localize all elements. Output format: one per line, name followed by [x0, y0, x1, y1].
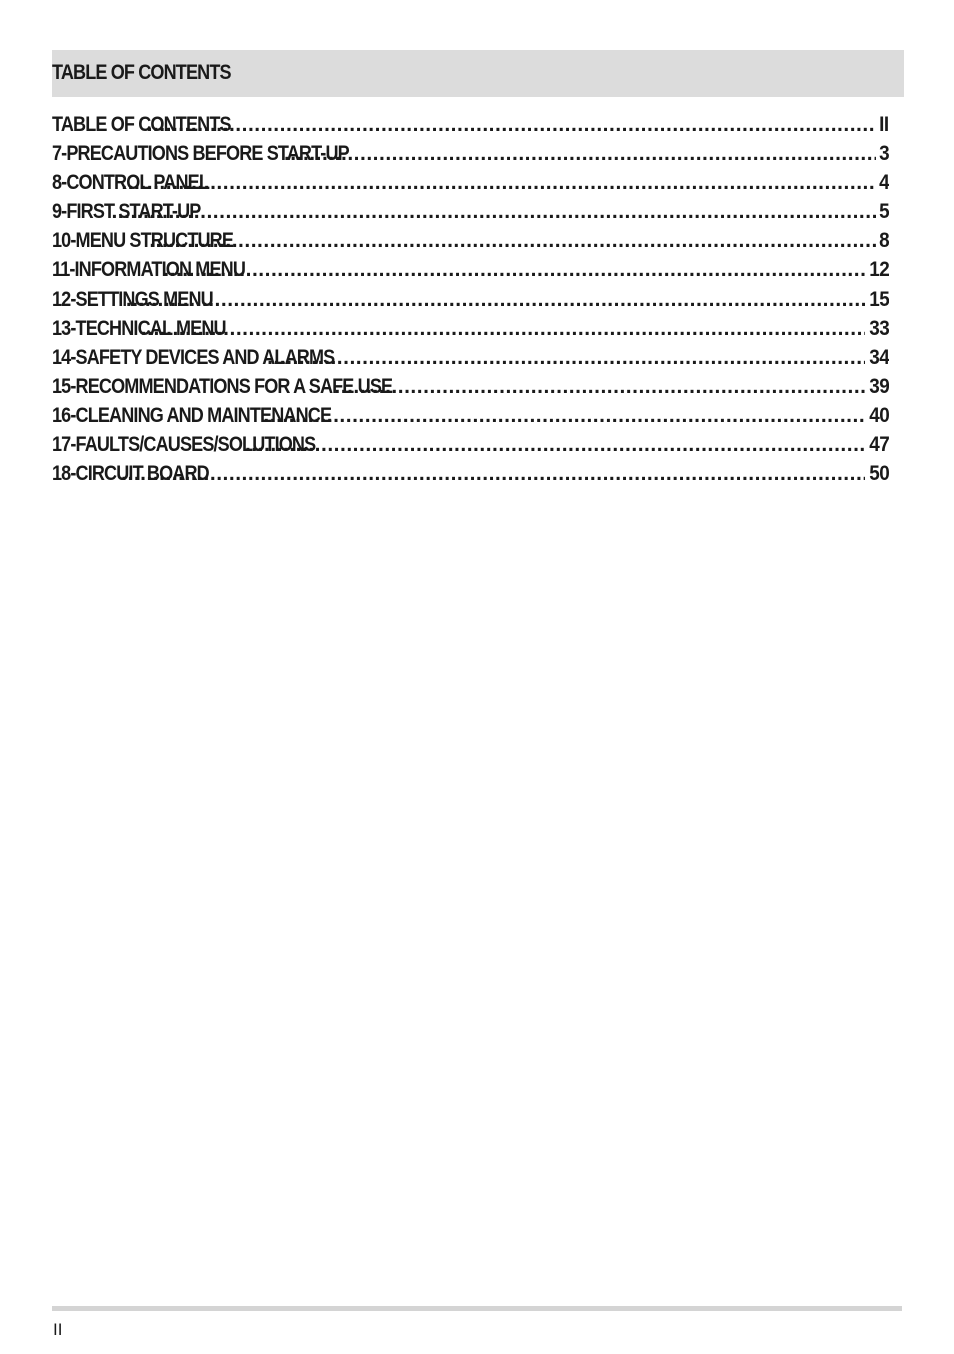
toc-entry-title: 15-RECOMMENDATIONS FOR A SAFE USE [52, 374, 393, 398]
toc-entry-page: 39 [868, 374, 889, 398]
toc-entry-page: 34 [868, 345, 889, 369]
toc-entry[interactable] [52, 404, 889, 433]
toc-dot-leader [267, 346, 865, 370]
toc-entry[interactable] [52, 317, 889, 346]
footer-divider [52, 1306, 902, 1311]
toc-dot-leader [111, 200, 875, 224]
toc-entry-page: 40 [868, 403, 889, 427]
toc-entry-title: 14-SAFETY DEVICES AND ALARMS [52, 345, 335, 369]
toc-entry[interactable] [52, 171, 889, 200]
toc-dot-leader [141, 317, 865, 341]
toc-entry-title: 12-SETTINGS MENU [52, 287, 213, 311]
toc-dot-leader [126, 288, 865, 312]
toc-dot-leader [121, 462, 864, 486]
toc-entry-title: 17-FAULTS/CAUSES/SOLUTIONS [52, 433, 316, 457]
toc-dot-leader [263, 404, 864, 428]
footer-page-number: II [53, 1320, 63, 1339]
toc-entry-page: 5 [878, 200, 889, 224]
toc-entry[interactable] [52, 433, 889, 462]
toc-entry[interactable] [52, 229, 889, 258]
toc-dot-leader [334, 375, 864, 399]
toc-entry[interactable] [52, 346, 889, 375]
toc-entry-page: 15 [868, 287, 889, 311]
toc-entry-title: 16-CLEANING AND MAINTENANCE [52, 403, 332, 427]
toc-entry-page: 47 [868, 433, 889, 457]
toc-entry[interactable] [52, 142, 889, 171]
toc-dot-leader [163, 258, 864, 282]
toc-entry-title: 7-PRECAUTIONS BEFORE START-UP [52, 142, 349, 166]
toc-entry-page: 3 [878, 142, 889, 166]
toc-entry-page: 12 [868, 258, 889, 282]
toc-entry-page: 4 [878, 171, 889, 195]
toc-entry[interactable] [52, 258, 889, 287]
toc-dot-leader [284, 142, 876, 166]
toc-dot-leader [245, 433, 865, 457]
table-of-contents-list [52, 113, 889, 491]
toc-entry[interactable] [52, 200, 889, 229]
toc-entry-title: 13-TECHNICAL MENU [52, 316, 226, 340]
toc-entry-page: 33 [868, 316, 889, 340]
toc-entry-page: II [879, 113, 889, 136]
section-header-bar [52, 50, 904, 97]
toc-entry[interactable] [52, 288, 889, 317]
toc-entry-title: 8-CONTROL PANEL [52, 171, 210, 195]
toc-entry-page: 50 [868, 462, 889, 486]
toc-entry-title: 9-FIRST START-UP [52, 200, 201, 224]
toc-entry-page: 8 [878, 229, 889, 253]
toc-entry[interactable] [52, 113, 889, 142]
toc-entry-title: TABLE OF CONTENTS [52, 113, 231, 136]
toc-entry[interactable] [52, 375, 889, 404]
toc-entry[interactable] [52, 462, 889, 491]
toc-dot-leader [121, 171, 875, 195]
section-title: TABLE OF CONTENTS [52, 61, 231, 84]
toc-entry-title: 18-CIRCUIT BOARD [52, 462, 209, 486]
toc-dot-leader [149, 229, 875, 253]
toc-entry-title: 10-MENU STRUCTURE [52, 229, 234, 253]
toc-entry-title: 11-INFORMATION MENU [52, 258, 246, 282]
toc-dot-leader [147, 113, 877, 137]
